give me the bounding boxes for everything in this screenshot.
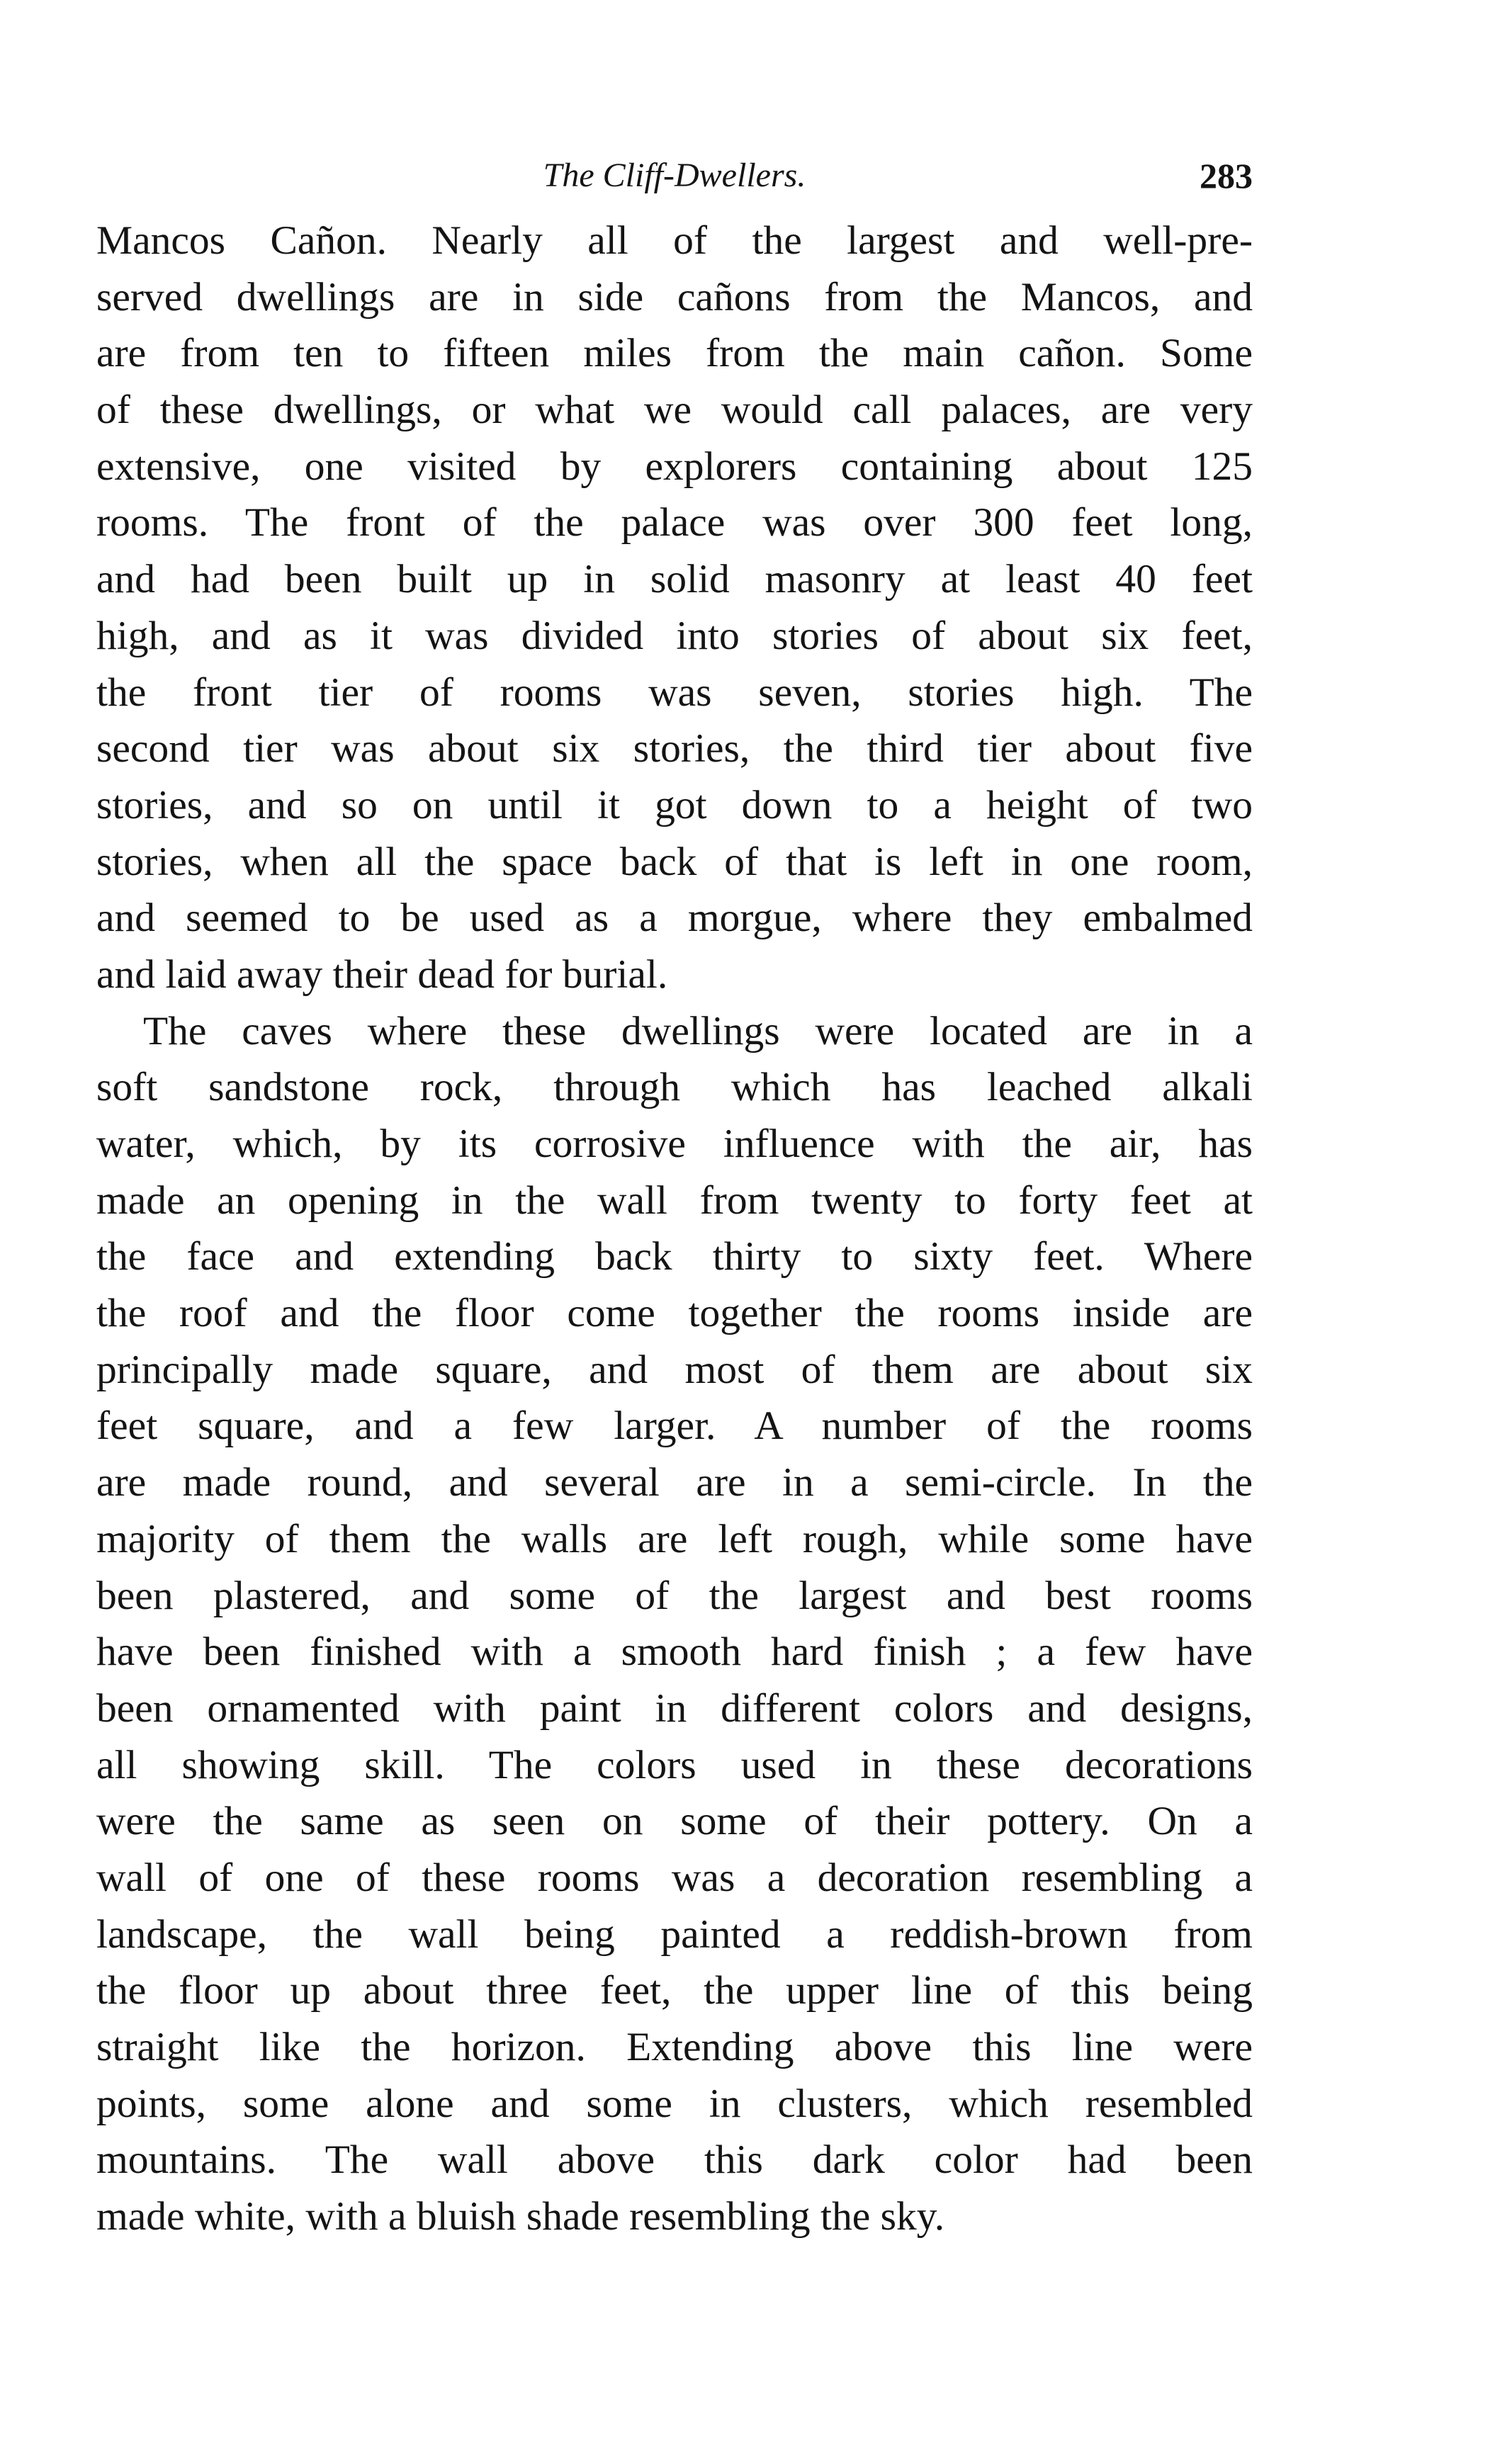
text-line: the roof and the floor come together the rooms inside are [96,1291,1253,1336]
text-line: soft sandstone rock, through which has leached alkali [96,1065,1253,1110]
text-line: made white, with a bluish shade resembling the sky. [96,2194,945,2239]
text-line: and seemed to be used as a morgue, where they embalmed [96,895,1253,941]
text-line: were the same as seen on some of their pottery. On a [96,1799,1253,1844]
text-line: served dwellings are in side cañons from the Mancos, and [96,274,1253,320]
text-line: the front tier of rooms was seven, stories high. The [96,669,1253,715]
text-line: are made round, and several are in a semi-circle. In the [96,1460,1253,1505]
text-line: made an opening in the wall from twenty to forty feet at [96,1177,1253,1223]
running-head [96,154,1253,204]
page-number: 283 [1200,156,1253,196]
text-line: been plastered, and some of the largest and best rooms [96,1573,1253,1618]
text-line: The caves where these dwellings were located are in a [143,1008,1253,1053]
text-line: have been finished with a smooth hard finish ; a few have [96,1629,1253,1675]
text-line: straight like the horizon. Extending above this line were [96,2025,1253,2069]
text-line: and had been built up in solid masonry at least 40 feet [96,557,1253,602]
text-line: second tier was about six stories, the third tier about five [96,726,1253,772]
text-line: the face and extending back thirty to sixty feet. Where [96,1234,1253,1279]
paragraph-2 [96,1003,1253,2245]
text-line: the floor up about three feet, the upper line of this being [96,1968,1253,2013]
running-title: The Cliff-Dwellers. [543,157,806,194]
text-line: all showing skill. The colors used in these decorations [96,1742,1253,1787]
text-line: mountains. The wall above this dark color had been [96,2137,1253,2183]
text-line: stories, when all the space back of that is left in one room, [96,839,1253,884]
text-line: of these dwellings, or what we would call palaces, are very [96,388,1253,433]
text-line: points, some alone and some in clusters, which resembled [96,2081,1253,2126]
text-line: principally made square, and most of them are about six [96,1347,1253,1392]
text-line: and laid away their dead for burial. [96,951,668,997]
text-line: feet square, and a few larger. A number of the rooms [96,1403,1253,1449]
text-line: rooms. The front of the palace was over 300 feet long, [96,500,1253,546]
text-line: stories, and so on until it got down to a height of two [96,782,1253,827]
paragraph-1 [96,213,1253,1003]
text-line: majority of them the walls are left rough, while some have [96,1516,1253,1561]
text-line: been ornamented with paint in different colors and designs, [96,1685,1253,1731]
text-line: high, and as it was divided into stories of about six feet, [96,613,1253,658]
text-line: landscape, the wall being painted a reddish-brown from [96,1911,1253,1957]
text-line: extensive, one visited by explorers containing about 125 [96,443,1253,489]
body-text [96,213,1253,2245]
text-line: water, which, by its corrosive influence with the air, has [96,1121,1253,1166]
text-line: Mancos Cañon. Nearly all of the largest and well-pre- [96,218,1253,263]
text-line: are from ten to fifteen miles from the main cañon. Some [96,331,1253,376]
text-line: wall of one of these rooms was a decoration resembling a [96,1855,1253,1900]
